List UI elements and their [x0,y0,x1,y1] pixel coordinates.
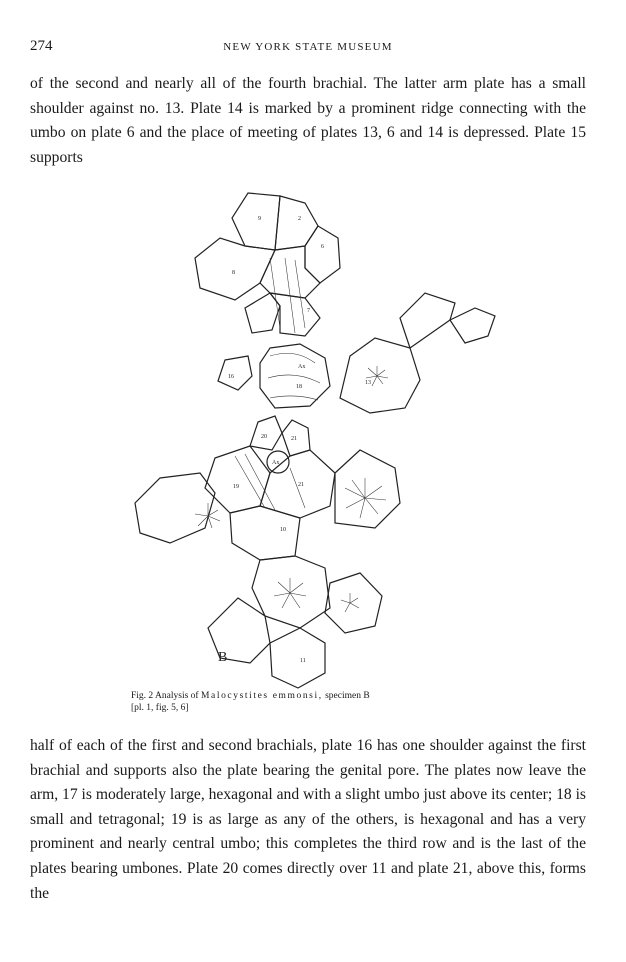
caption-genus: Malocystites emmonsi, [200,691,323,701]
label-6: 6 [321,244,324,250]
caption-fig-no: Fig. 2 [131,691,154,701]
plate-left-low [135,473,215,543]
radiating-marks [195,258,388,612]
page-number: 274 [30,38,53,54]
label-8: 8 [232,270,235,276]
plate-right-2 [450,308,495,343]
plate-16 [218,356,252,390]
plate-8 [195,238,275,300]
plate-9 [232,193,280,250]
plate-letter: B [218,650,228,665]
plate-right-low [335,450,400,528]
central-area [260,344,330,408]
paragraph-top: of the second and nearly all of the fourth brachial. The latter arm plate has a small shoulder against no. 13. Plate 14 is marked by a prominent ridge connecting with the umbo on plate 6 and the place of meeting of plates 13, 6 and 14 is depressed. Plate 15 supports [30,75,586,166]
label-7: 7 [307,308,310,314]
label-20: 20 [261,434,267,440]
label-16: 16 [228,374,234,380]
caption-reference: [pl. 1, fig. 5, 6] [131,703,189,713]
label-18: 18 [296,384,302,390]
label-13: 13 [365,380,371,386]
plate-13 [340,338,420,413]
caption-analysis: Analysis of [155,691,199,701]
label-9: 9 [258,216,261,222]
label-21-low: 21 [298,482,304,488]
label-21: 21 [291,436,297,442]
paragraph-bottom: half of each of the first and second brachials, plate 16 has one shoulder against the first brachial and supports also the plate bearing the genital pore. The plates now leave the arm, 17 is moderately large, hexagonal and with a slight umbo just above its center; 18 is small and tetragonal; 19 is as large as any of the others, is hexagonal and has a very prominent and nearly central umbo; this completes the third row and is the last of the plates bearing umbones. Plate 20 comes directly over 11 and plate 21, above this, forms the [30,737,586,902]
label-ax-1: Ax [298,364,306,370]
plate-diagram [120,188,500,693]
plate-right-1 [400,293,455,348]
label-11: 11 [300,658,306,664]
plate-20 [250,416,282,450]
plate-bottom [270,628,325,688]
plate-diagram-figure [120,188,500,693]
figure-caption [131,690,551,714]
plate-2 [275,196,318,250]
plate-right-bottom [325,573,382,633]
label-19: 19 [233,484,239,490]
caption-specimen: specimen B [325,691,370,701]
plate-10 [230,506,300,560]
label-2: 2 [298,216,301,222]
label-10: 10 [280,527,286,533]
page-header [30,38,586,58]
plate-19 [205,446,270,513]
plate-6 [305,226,340,283]
label-ax-2: Ax [272,460,280,466]
plate-center-top [260,246,320,298]
running-title: NEW YORK STATE MUSEUM [223,41,393,53]
